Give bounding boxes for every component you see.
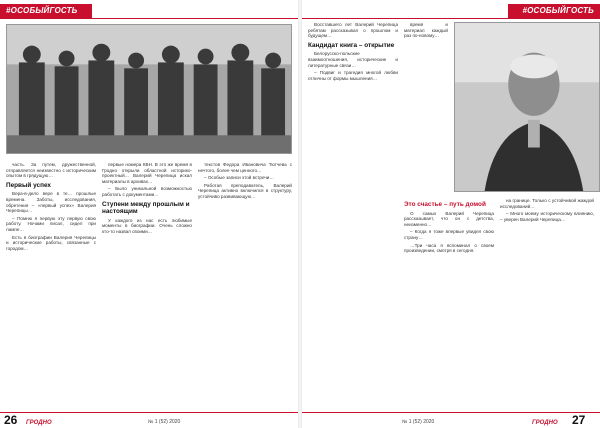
rubric-label: #ОСОБЫЙГОСТЬ <box>6 6 78 15</box>
issue-label: № 1 (52) 2020 <box>402 419 435 425</box>
body-paragraph: О самых Валерий Черепица рассказывает, что он с детства, неизменно… <box>404 210 494 227</box>
footer-bar <box>0 412 298 428</box>
quote-paragraph: – Было уникальной возможностью работать с документами… <box>102 186 192 197</box>
subhead-book-discovery: Кандидат книга – открытие <box>308 41 395 49</box>
body-paragraph: Белорусско-польские взаимоотношения, исторические и литературные связи… <box>308 51 398 68</box>
magazine-brand: ГРОДНО <box>26 420 52 426</box>
group-photo-figures <box>7 25 291 153</box>
left-column-2 <box>102 162 192 408</box>
left-column-3 <box>198 162 292 408</box>
subhead-path-home: Это счастье – путь домой <box>404 201 486 208</box>
right-column-2 <box>404 198 494 408</box>
group-photo <box>6 24 292 154</box>
portrait-figure <box>455 23 599 191</box>
intro-paragraph: часть. За путем, дружественной, отправляется неизвестно с историческим опытом в грядущую… <box>6 162 96 179</box>
body-paragraph: …Три часа я вспоминал о своем произведении, смотря в сегодня. <box>404 242 494 254</box>
right-column-1 <box>308 22 398 408</box>
page-number: 26 <box>4 413 18 427</box>
header-rule <box>302 18 600 19</box>
right-column-2-top <box>404 22 448 192</box>
quote-paragraph: – Помню я первую эту первую свою работу. Ночами писал, сидел при лампе… <box>6 215 96 232</box>
left-page <box>0 0 298 428</box>
quote-paragraph: – Много моему историческому влиянию, – уверен Валерий Черепица… <box>500 211 594 222</box>
body-paragraph: Есть в биографии Валерия Черепицы и исторические работы, связанные с городом… <box>6 234 96 251</box>
body-paragraph: текстов Федора Ивановича Тютчева с нечтого, более чем ценного… <box>198 162 292 173</box>
quote-paragraph: – Когда я тоже впервые увидел свою страну… <box>404 229 494 240</box>
subhead-steps: Ступени между прошлым и настоящим <box>102 200 190 216</box>
right-column-3 <box>500 198 594 408</box>
body-paragraph: Работая преподаватель, Валерий Черепица активно включился в структуру, устойчиво развивающую… <box>198 182 292 199</box>
body-paragraph: Восставшего лет Валерий Черепица ребятам рассказывал о прошлом и будущем… <box>308 22 398 39</box>
quote-paragraph: – Особые записи этой встречи… <box>204 175 274 181</box>
quote-paragraph: – Подвиг и трагедия многой любви отличны от формы мышления… <box>308 70 398 81</box>
right-page <box>302 0 600 428</box>
portrait-photo <box>454 22 600 192</box>
magazine-brand: ГРОДНО <box>532 420 558 426</box>
body-paragraph: время и материал каждый раз по-новому… <box>404 22 448 39</box>
left-column-1 <box>6 162 96 408</box>
header-rule <box>0 18 298 19</box>
body-paragraph: первые номера КВН. В это же время в Гродно открыли областной историко-проектный… Валерий Черепица искал материалы в архивах… <box>102 162 192 184</box>
subhead-first-success: Первый успех <box>6 181 51 189</box>
issue-label: № 1 (52) 2020 <box>148 419 181 425</box>
page-number: 27 <box>572 413 586 427</box>
rubric-label: #ОСОБЫЙГОСТЬ <box>522 6 594 15</box>
footer-bar <box>302 412 600 428</box>
body-paragraph: Вера-в-дело вере в те… прошлые времена. Заботы, исследования, обретения – «первый успех» Валерия Черепицы… <box>6 191 96 214</box>
body-paragraph: У каждого из нас есть любимые моменты в биографии. Очень сложно кто-то назвал своими… <box>102 217 192 234</box>
body-paragraph: на границе. Только с устойчивой жаждой исследований… <box>500 198 594 209</box>
